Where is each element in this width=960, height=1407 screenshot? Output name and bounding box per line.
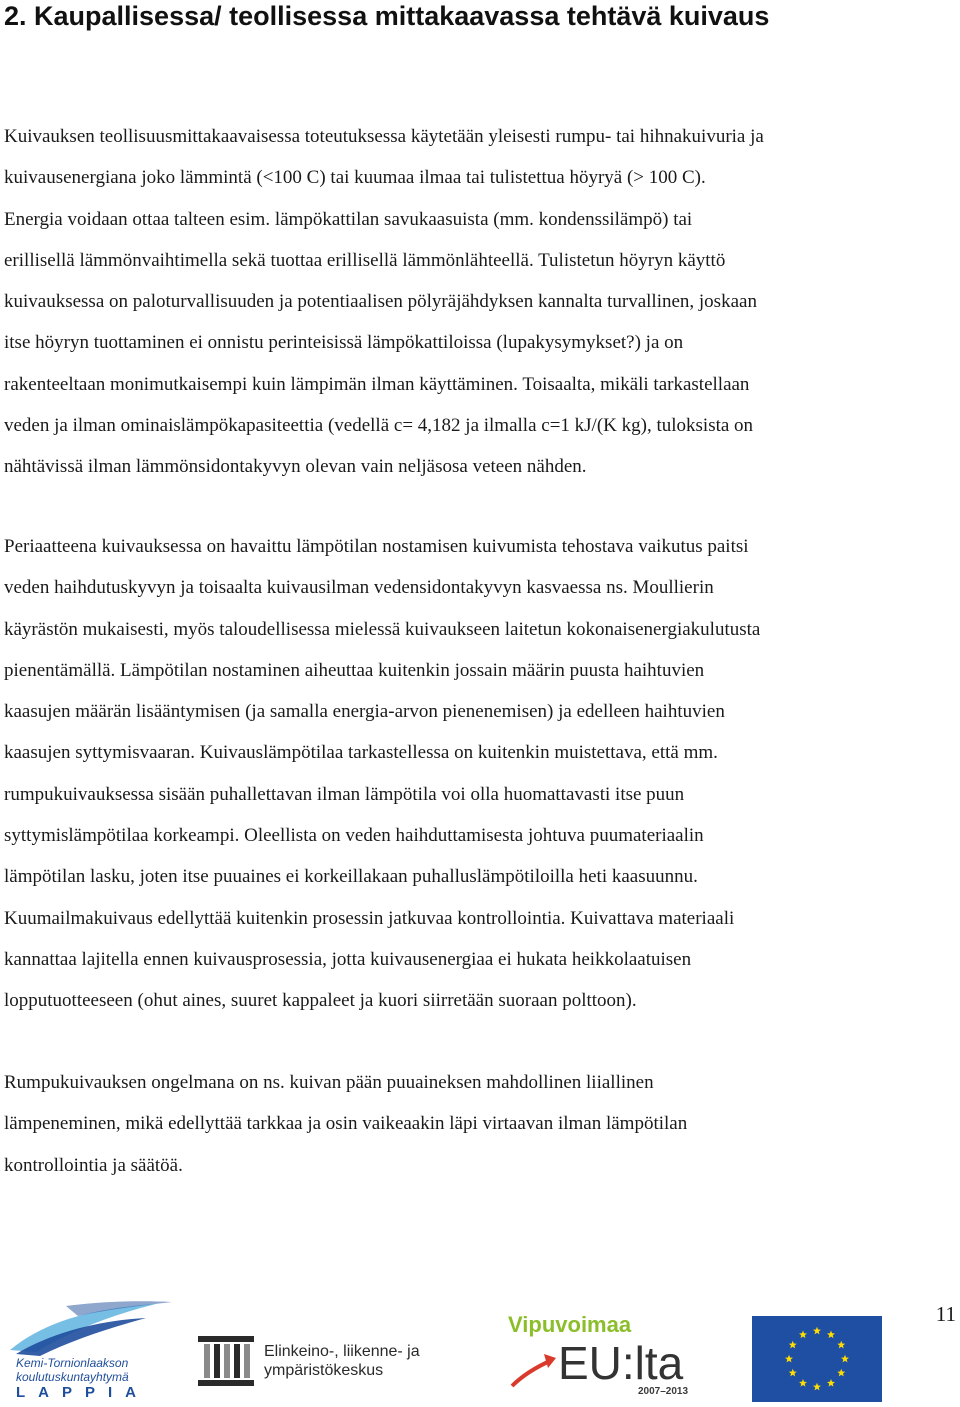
- vipuvoimaa-title: Vipuvoimaa: [508, 1312, 632, 1337]
- text-line: kaasujen syttymisvaaran. Kuivauslämpötilaa tarkastellessa on kuitenkin muistettava, että mm.: [4, 742, 718, 764]
- text-line: Kuivauksen teollisuusmittakaavaisessa toteutuksessa käytetään yleisesti rumpu- tai hihnakuivuria ja: [4, 126, 764, 147]
- vipuvoimaa-arrow-icon: [508, 1346, 558, 1392]
- text-line: lopputuotteeseen (ohut aines, suuret kappaleet ja kuori siirretään suoraan polttoon).: [4, 990, 637, 1012]
- text-line: veden haihdutuskyvyn ja toisaalta kuivausilman vedensidontakyvyn kasvaessa ns. Moullierin: [4, 577, 714, 599]
- text-line: Kuumailmakuivaus edellyttää kuitenkin prosessin jatkuvaa kontrollointia. Kuivattava materiaali: [4, 907, 735, 929]
- text-line: lämpeneminen, mikä edellyttää tarkkaa ja osin vaikeaakin läpi virtaavan ilman lämpötilan: [4, 1113, 688, 1135]
- program-years: 2007–2013: [638, 1386, 689, 1397]
- eu-flag-logo: [752, 1316, 882, 1402]
- ely-emblem-icon: [196, 1330, 256, 1390]
- ely-line-2: ympäristökeskus: [264, 1362, 384, 1379]
- text-line: käyrästön mukaisesti, myös taloudellisessa mielessä kuivaukseen laitetun kokonaisenergiakulutusta: [4, 618, 761, 640]
- text-line: kuivausenergiana joko lämmintä (<100 C) tai kuumaa ilmaa tai tulistettua höyryä (> 100 C).: [4, 167, 706, 189]
- text-line: kaasujen määrän lisääntymisen (ja samalla energia-arvon pienenemisen) ja edelleen haihtuvien: [4, 701, 725, 723]
- paragraph-3: [4, 1062, 958, 1186]
- page-number: 11: [935, 1302, 956, 1326]
- text-line: kontrollointia ja säätöä.: [4, 1154, 183, 1176]
- eu-lta-wordmark: EU:lta: [558, 1337, 684, 1389]
- paragraph-2: [4, 526, 958, 1022]
- text-line: pienentämällä. Lämpötilan nostaminen aiheuttaa kuitenkin jossain määrin puusta haihtuvien: [4, 659, 705, 681]
- page-heading: 2. Kaupallisessa/ teollisessa mittakaavassa tehtävä kuivaus: [4, 1, 770, 31]
- text-line: rumpukuivauksessa sisään puhallettavan ilman lämpötila voi olla huomattavasti itse puun: [4, 783, 685, 805]
- ely-line-1: Elinkeino-, liikenne- ja: [264, 1343, 420, 1360]
- lappia-logo: [6, 1300, 176, 1402]
- vipuvoimaa-logo: [504, 1310, 704, 1402]
- text-line: Periaatteena kuivauksessa on havaittu lämpötilan nostamisen kuivumista tehostava vaikutus paitsi: [4, 536, 749, 557]
- text-line: veden ja ilman ominaislämpökapasiteettia (vedellä c= 4,182 ja ilmalla c=1 kJ/(K kg), tuloksista on: [4, 415, 754, 437]
- lappia-line-1: Kemi-Tornionlaakson: [16, 1356, 129, 1370]
- text-line: Rumpukuivauksen ongelmana on ns. kuivan pään puuaineksen mahdollinen liiallinen: [4, 1072, 654, 1093]
- text-line: nähtävissä ilman lämmönsidontakyvyn olevan vain neljäsosa veteen nähden.: [4, 456, 587, 478]
- text-line: Energia voidaan ottaa talteen esim. lämpökattilan savukaasuista (mm. kondenssilämpö) tai: [4, 208, 693, 230]
- text-line: kannattaa lajitella ennen kuivausprosessia, jotta kuivausenergiaa ei hukata heikkolaatuisen: [4, 948, 692, 970]
- text-line: itse höyryn tuottaminen ei onnistu perinteisissä lämpökattiloissa (lupakysymykset?) ja on: [4, 332, 684, 354]
- text-line: lämpötilan lasku, joten itse puuaines ei korkeillakaan puhalluslämpötiloilla heti kaasuunnu.: [4, 866, 698, 888]
- lappia-line-2: koulutuskuntayhtymä: [16, 1370, 129, 1384]
- lappia-wordmark: LAPPIA: [16, 1384, 150, 1401]
- text-line: rakenteeltaan monimutkaisempi kuin lämpimän ilman käyttäminen. Toisaalta, mikäli tarkastellaan: [4, 373, 750, 395]
- text-line: syttymislämpötilaa korkeampi. Oleellista on veden haihduttamisesta johtuva puumateriaalin: [4, 825, 704, 847]
- eu-flag-icon: [752, 1316, 882, 1402]
- paragraph-1: [4, 116, 958, 488]
- lappia-swoosh-icon: [6, 1300, 176, 1356]
- ely-logo: [196, 1330, 436, 1390]
- text-line: erillisellä lämmönvaihtimella sekä tuottaa erillisellä lämmönlähteellä. Tulistetun höyryn käyttö: [4, 249, 726, 271]
- text-line: kuivauksessa on paloturvallisuuden ja potentiaalisen pölyräjähdyksen kannalta turvallinen, joskaan: [4, 291, 757, 313]
